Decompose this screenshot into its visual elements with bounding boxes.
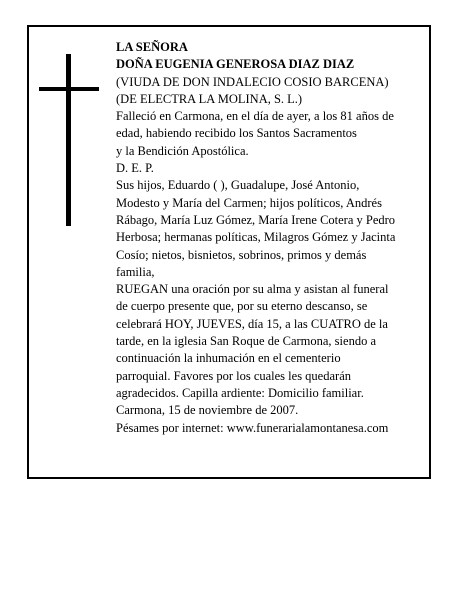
family-line-3: Rábago, María Luz Gómez, María Irene Cotera y Pedro — [116, 212, 396, 227]
funeral-line-3: celebrará HOY, JUEVES, día 15, a las CUATRO de la — [116, 316, 388, 331]
widow-of-line: (VIUDA DE DON INDALECIO COSIO BARCENA) — [116, 74, 389, 89]
deceased-name: DOÑA EUGENIA GENEROSA DIAZ DIAZ — [116, 57, 355, 72]
death-line-3: y la Bendición Apostólica. — [116, 143, 249, 158]
family-line-2: Modesto y María del Carmen; hijos políticos, Andrés — [116, 195, 382, 210]
funeral-line-7: agradecidos. Capilla ardiente: Domicilio familiar. — [116, 385, 364, 400]
obituary-notice — [27, 25, 431, 479]
condolences-line: Pésames por internet: www.funerarialamontanesa.com — [116, 420, 389, 435]
family-line-1: Sus hijos, Eduardo ( ), Guadalupe, José Antonio, — [116, 178, 360, 193]
family-line-5: Cosío; nietos, bisnietos, sobrinos, primos y demás — [116, 247, 367, 262]
cross-vertical-bar — [66, 54, 71, 226]
funeral-line-5: continuación la inhumación en el cementerio — [116, 351, 341, 366]
funeral-line-6: parroquial. Favores por los cuales les quedarán — [116, 368, 351, 383]
funeral-line-1: RUEGAN una oración por su alma y asistan al funeral — [116, 282, 389, 297]
notice-text — [116, 39, 426, 437]
cross-icon — [39, 54, 99, 226]
cross-horizontal-bar — [39, 87, 99, 91]
notice-heading: LA SEÑORA — [116, 40, 188, 54]
rip-line: D. E. P. — [116, 161, 154, 176]
death-line-1: Falleció en Carmona, en el día de ayer, a los 81 años de — [116, 109, 394, 124]
date-line: Carmona, 15 de noviembre de 2007. — [116, 403, 299, 418]
family-line-6: familia, — [116, 264, 155, 279]
funeral-line-4: tarde, en la iglesia San Roque de Carmona, siendo a — [116, 334, 376, 349]
company-line: (DE ELECTRA LA MOLINA, S. L.) — [116, 91, 303, 106]
family-line-4: Herbosa; hermanas políticas, Milagros Gómez y Jacinta — [116, 230, 396, 245]
death-line-2: edad, habiendo recibido los Santos Sacramentos — [116, 126, 357, 141]
funeral-line-2: de cuerpo presente que, por su eterno descanso, se — [116, 299, 368, 314]
